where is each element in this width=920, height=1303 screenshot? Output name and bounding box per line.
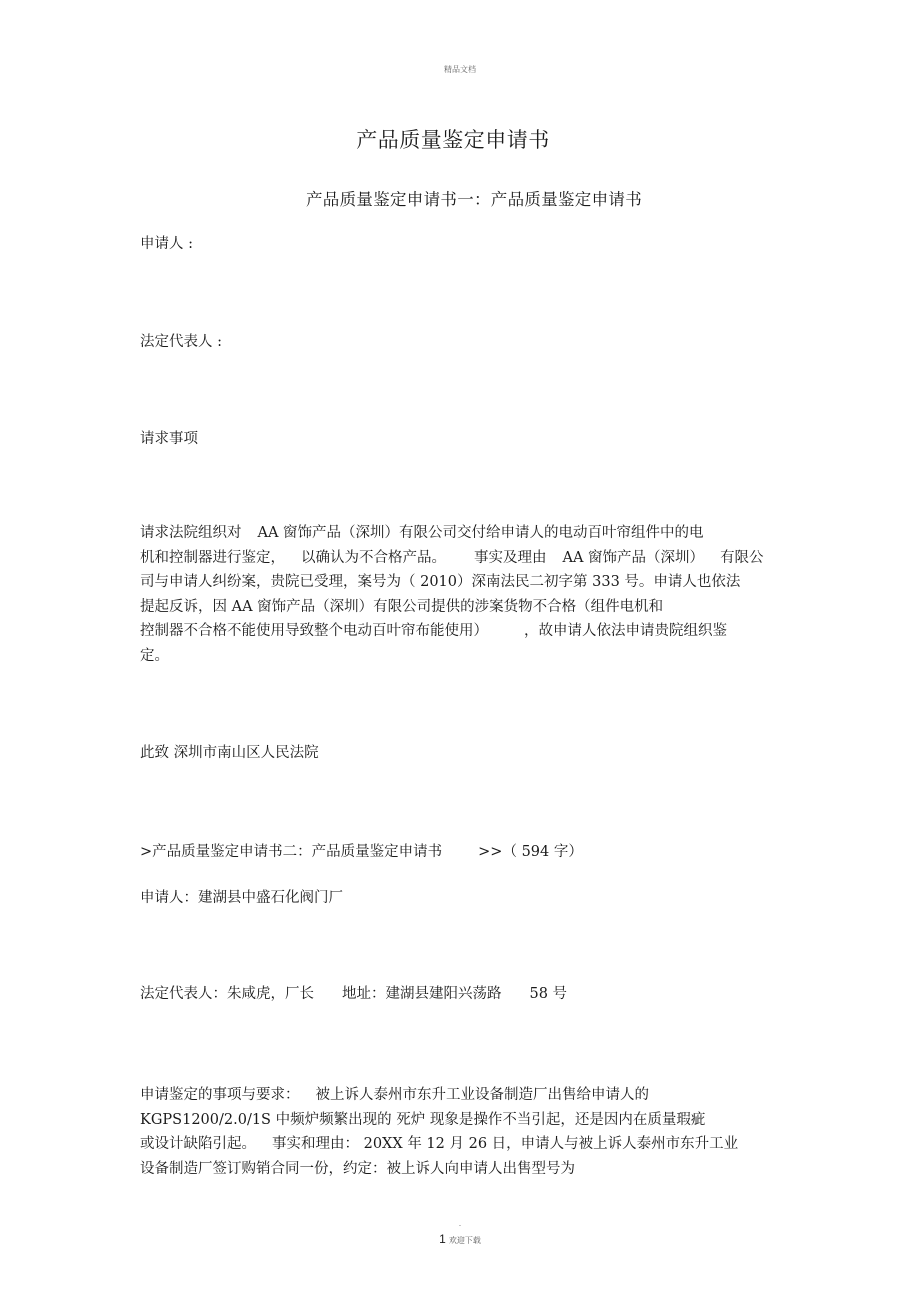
paragraph-line: KGPS1200/2.0/1S 中频炉频繁出现的 死炉 现象是操作不当引起，还是因内在质量瑕疵 [140, 1111, 706, 1128]
paragraph-line: 设备制造厂签订购销合同一份，约定：被上诉人向申请人出售型号为 [140, 1160, 575, 1177]
paragraph-line: 控制器不合格不能使用导致整个电动百叶帘布能使用） ，故申请人依法申请贵院组织鉴 [140, 623, 727, 639]
legal-rep-address-line: 法定代表人：朱咸虎，厂长 地址：建湖县建阳兴荡路 58 号 [140, 986, 568, 1002]
applicant-label: 申请人 : [140, 236, 193, 252]
page-header: 精品文档 [444, 65, 476, 74]
appraisal-request-paragraph [140, 1083, 780, 1181]
document-subtitle: 产品质量鉴定申请书一：产品质量鉴定申请书 [306, 190, 642, 209]
paragraph-line: 或设计缺陷引起。 事实和理由： 20XX 年 12 月 26 日，申请人与被上诉人泰州市东升工业 [140, 1136, 739, 1152]
paragraph-line: 提起反诉，因 AA 窗饰产品（深圳）有限公司提供的涉案货物不合格（组件电机和 [140, 598, 664, 615]
page-number: 1 [439, 1232, 446, 1246]
footer-text: 欢迎下载 [448, 1236, 481, 1245]
paragraph-line: 申请鉴定的事项与要求： 被上诉人泰州市东升工业设备制造厂出售给申请人的 [140, 1087, 649, 1103]
page-footer [0, 1220, 920, 1247]
request-body-paragraph [140, 521, 780, 668]
paragraph-line: 司与申请人纠纷案，贵院已受理，案号为（ 2010）深南法民二初字第 333 号。申请人也依法 [140, 574, 741, 590]
applicant-line: 申请人：建湖县中盛石化阀门厂 [140, 890, 343, 906]
related-document-link[interactable]: >产品质量鉴定申请书二：产品质量鉴定申请书 >>（ 594 字） [140, 844, 583, 860]
paragraph-line: 请求法院组织对 AA 窗饰产品（深圳）有限公司交付给申请人的电动百叶帘组件中的电 [140, 525, 704, 541]
legal-rep-label: 法定代表人 : [140, 334, 222, 350]
paragraph-line: 机和控制器进行鉴定， 以确认为不合格产品。 事实及理由 AA 窗饰产品（深圳） 有限公 [140, 549, 764, 566]
request-heading: 请求事项 [140, 431, 198, 447]
footer-dot: . [458, 1220, 462, 1228]
paragraph-line: 定。 [140, 647, 169, 664]
closing-line: 此致 深圳市南山区人民法院 [140, 745, 319, 761]
document-title: 产品质量鉴定申请书 [356, 128, 550, 152]
